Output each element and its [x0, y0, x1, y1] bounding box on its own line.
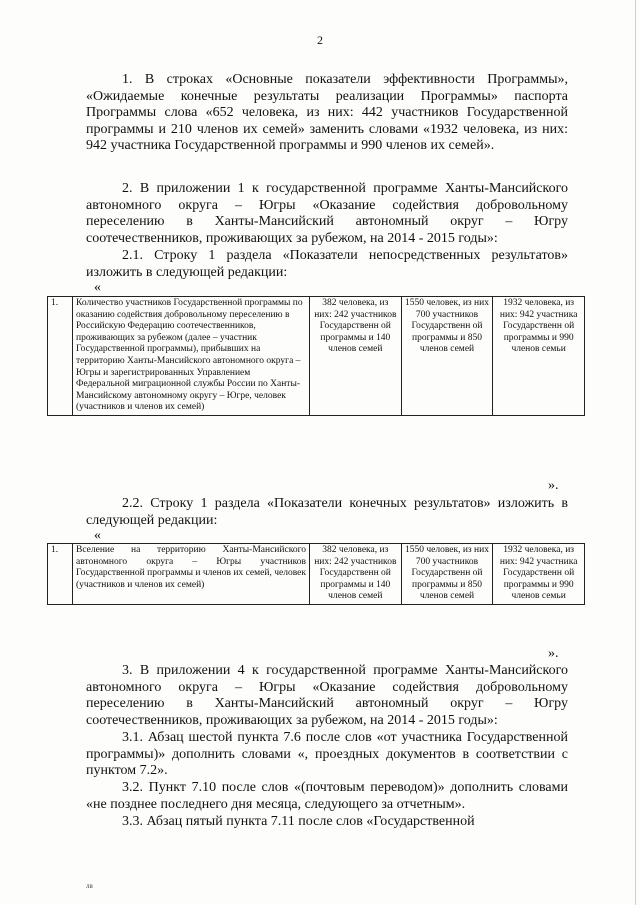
page-edge — [635, 0, 636, 905]
paragraph-2: 2. В приложении 1 к государственной программе Ханты-Мансийского автономного округа – Югры «Оказание содействия добровольному переселению в Ханты-Мансийский автономный округ – Югру соотечественников, проживающих за рубежом, на 2014 - 2015 годы»: — [86, 181, 568, 246]
results-table-final — [47, 543, 585, 605]
row-description: Количество участников Государственной программы по оказанию содействия добровольному переселению в Российскую Федерацию соотечественников, проживающих за рубежом (далее – участник Государственной программы), прибывших на территорию Ханты-Мансийского автономного округа – Югры и зарегистрированных Управлением Федеральной миграционной службы России по Ханты-Мансийскому автономному округу – Югре, человек (участников и членов их семей) — [73, 297, 310, 416]
open-quote-1: « — [94, 280, 101, 295]
table-row — [48, 544, 585, 605]
row-description: Вселение на территорию Ханты-Мансийского автономного округа – Югры участников Государственной программы и членов их семей, человек (участников и членов их семей) — [73, 544, 310, 605]
paragraph-3-1: 3.1. Абзац шестой пункта 7.6 после слов «от участника Государственной программы)» дополнить словами «, проездных документов в соответствии с пунктом 7.2». — [86, 730, 568, 779]
open-quote-2: « — [94, 528, 101, 543]
results-table-direct — [47, 296, 585, 416]
value-cell-1: 382 человека, из них: 242 участников Государственн ой программы и 140 членов семей — [310, 297, 402, 416]
value-cell-3: 1932 человека, из них: 942 участника Государственн ой программы и 990 членов семьи — [493, 297, 585, 416]
row-number: 1. — [48, 544, 73, 605]
value-cell-3: 1932 человека, из них: 942 участника Государственн ой программы и 990 членов семьи — [493, 544, 585, 605]
close-quote-2: ». — [548, 646, 559, 661]
paragraph-2-1: 2.1. Строку 1 раздела «Показатели непосредственных результатов» изложить в следующей редакции: — [86, 248, 568, 280]
row-number: 1. — [48, 297, 73, 416]
close-quote-1: ». — [548, 478, 559, 493]
value-cell-2: 1550 человек, из них 700 участников Государственн ой программы и 850 членов семей — [401, 544, 493, 605]
paragraph-1: 1. В строках «Основные показатели эффективности Программы», «Ожидаемые конечные результаты реализации Программы» паспорта Программы слова «652 человека, из них: 442 участников Государственной программы и 210 членов их семей» заменить словами «1932 человека, из них: 942 участника Государственной программы и 990 членов их семей». — [86, 72, 568, 154]
paragraph-2-2: 2.2. Строку 1 раздела «Показатели конечных результатов» изложить в следующей редакции: — [86, 496, 568, 528]
footer-mark: лв — [86, 882, 93, 890]
page-number: 2 — [317, 33, 323, 47]
paragraph-3-2: 3.2. Пункт 7.10 после слов «(почтовым переводом)» дополнить словами «не позднее последнего дня месяца, следующего за отчетным». — [86, 780, 568, 812]
value-cell-2: 1550 человек, из них 700 участников Государственн ой программы и 850 членов семей — [401, 297, 493, 416]
value-cell-1: 382 человека, из них: 242 участников Государственн ой программы и 140 членов семей — [310, 544, 402, 605]
paragraph-3: 3. В приложении 4 к государственной программе Ханты-Мансийского автономного округа – Югры «Оказание содействия добровольному переселению в Ханты-Мансийский автономный округ – Югру соотечественников, проживающих за рубежом, на 2014 - 2015 годы»: — [86, 663, 568, 728]
paragraph-3-3: 3.3. Абзац пятый пункта 7.11 после слов «Государственной — [122, 814, 475, 829]
table-row — [48, 297, 585, 416]
